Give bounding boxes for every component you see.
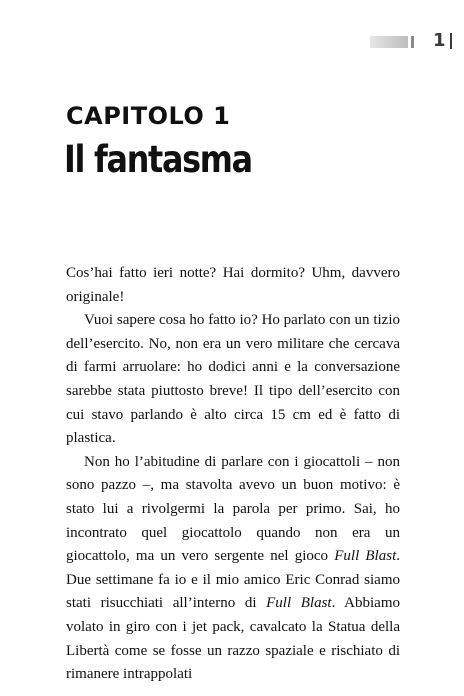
page-number	[433, 30, 452, 52]
chapter-body	[66, 262, 400, 687]
header-decoration	[370, 36, 414, 48]
chapter-label: CAPITOLO 1	[66, 102, 231, 130]
page-number-value: 1	[433, 30, 446, 51]
paragraph-2: Vuoi sapere cosa ho fatto io? Ho parlato con un tizio dell’esercito. No, non era un vero militare che cercava di farmi arruolare: ho dodici anni e la conversazione sarebbe stata piuttosto breve! Il tipo dell’esercito con cui stavo parlando è alto circa 15 cm ed è fatto di plastica.	[66, 312, 400, 447]
header-dark-bar	[411, 36, 414, 48]
paragraph-3-text: . Abbiamo volato in giro con i jet pack, cavalcato la Statua della Libertà come se fosse un razzo spaziale e rischiato di rimanere intrappolati	[66, 595, 400, 683]
game-title-full-blast: Full Blast	[334, 548, 397, 565]
chapter-title: Il fantasma	[64, 138, 252, 181]
paragraph-3	[66, 451, 400, 687]
page-number-tick	[450, 33, 452, 49]
header-gradient-bar	[370, 36, 408, 48]
game-title-full-blast: Full Blast	[266, 595, 332, 612]
paragraph-1: Cos’hai fatto ieri notte? Hai dormito? Uhm, davvero originale!	[66, 265, 400, 305]
paragraph-3-text: Non ho l’abitudine di parlare con i giocattoli – non sono pazzo –, ma stavolta avevo un buon motivo: è stato lui a rivolgermi la parola per primo. Sai, ho incontrato quel giocattolo quando non era un giocattolo, ma un vero sergente nel gioco	[66, 453, 400, 565]
paragraph-3-text: . Due settimane fa io e il mio amico Eric Conrad siamo stati risucchiati all’interno di	[66, 548, 400, 612]
